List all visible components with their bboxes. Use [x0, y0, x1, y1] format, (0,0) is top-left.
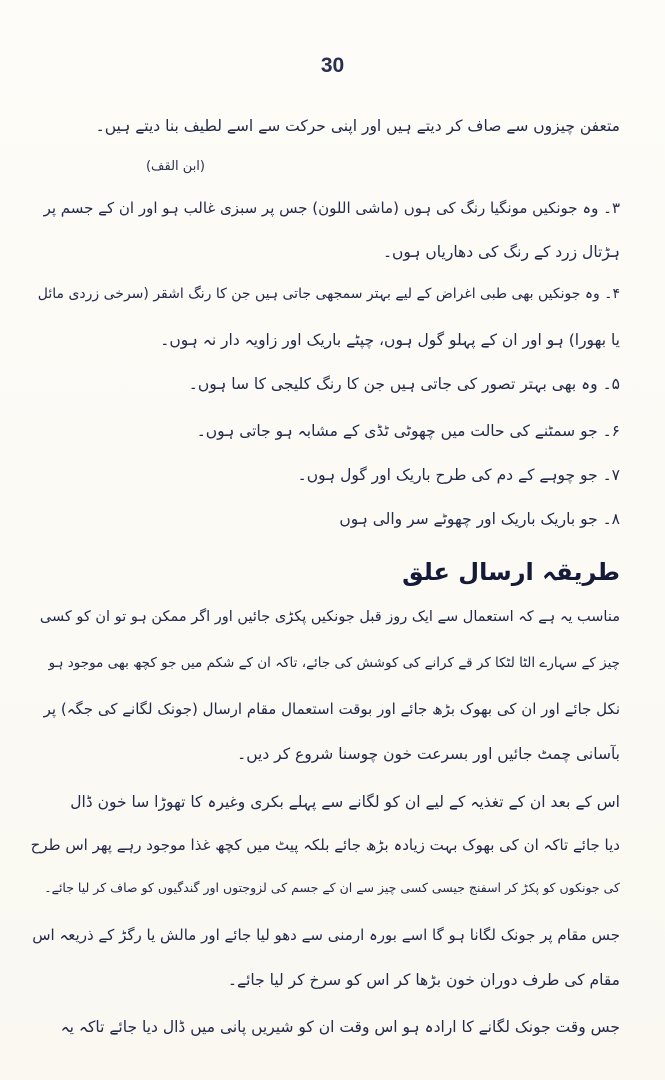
list-item-5: ۵۔ وہ بھی بہتر تصور کی جاتی ہیں جن کا رنگ کلیجی کا سا ہوں۔ [188, 375, 620, 393]
body-line-5: اس کے بعد ان کے تغذیہ کے لیے ان کو لگانے سے پہلے بکری وغیرہ کا تھوڑا سا خون ڈال [70, 793, 620, 811]
body-line-1: مناسب یہ ہے کہ استعمال سے ایک روز قبل جونکیں پکڑی جائیں اور اگر ممکن ہو تو ان کو کسی [39, 609, 620, 625]
list-item-7: ۷۔ جو چوہے کے دم کی طرح باریک اور گول ہوں۔ [297, 466, 620, 484]
list-item-6: ۶۔ جو سمٹنے کی حالت میں چھوٹی ٹڈی کے مشابہ ہو جاتی ہوں۔ [196, 422, 620, 440]
body-line-8: جس مقام پر جونک لگانا ہو گا اسے بورہ ارمنی سے دھو لیا جائے اور مالش یا رگڑ کے ذریعہ اس [32, 926, 620, 944]
body-line-6: دیا جائے تاکہ ان کی بھوک بہت زیادہ بڑھ جائے بلکہ پیٹ میں کچھ غذا موجود رہے پھر اس طرح [30, 836, 620, 854]
section-heading: طریقہ ارسال علق [402, 558, 620, 586]
list-item-3-line-1: ۳۔ وہ جونکیں مونگیا رنگ کی ہوں (ماشی اللون) جس پر سبزی غالب ہو اور ان کے جسم پر [43, 199, 620, 217]
list-item-8: ۸۔ جو باریک باریک اور چھوٹے سر والی ہوں [339, 510, 620, 528]
body-line-3: نکل جائے اور ان کی بھوک بڑھ جائے اور بوقت استعمال مقام ارسال (جونک لگانے کی جگہ) پر [43, 700, 620, 718]
body-line-4: بآسانی چمٹ جائیں اور بسرعت خون چوسنا شروع کر دیں۔ [237, 745, 620, 763]
text-line-1: متعفن چیزوں سے صاف کر دیتے ہیں اور اپنی حرکت سے اسے لطیف بنا دیتے ہیں۔ [95, 117, 620, 135]
list-item-3-line-2: ہڑتال زرد کے رنگ کی دھاریاں ہوں۔ [382, 243, 620, 261]
body-line-9: مقام کی طرف دوران خون بڑھا کر اس کو سرخ کر لیا جائے۔ [227, 971, 620, 989]
body-line-2: چیز کے سہارے الٹا لٹکا کر قے کرانے کی کوشش کی جائے، تاکہ ان کے شکم میں جو کچھ بھی موجود ہو [48, 655, 620, 671]
list-item-4-line-1: ۴۔ وہ جونکیں بھی طبی اغراض کے لیے بہتر سمجھی جاتی ہیں جن کا رنگ اشقر (سرخی زردی مائل [37, 286, 620, 302]
citation-ibn-al-quff: (ابن القف) [145, 159, 205, 174]
list-item-4-line-2: یا بھورا) ہو اور ان کے پہلو گول ہوں، چپٹے باریک اور زاویہ دار نہ ہوں۔ [160, 331, 620, 349]
page-number: 30 [320, 54, 345, 77]
body-line-10: جس وقت جونک لگانے کا ارادہ ہو اس وقت ان کو شیریں پانی میں ڈال دیا جائے تاکہ یہ [60, 1018, 620, 1036]
body-line-7: کی جونکوں کو پکڑ کر اسفنج جیسی کسی چیز سے ان کے جسم کی لزوجتوں اور گندگیوں کو صاف کر لیا جائے۔ [44, 880, 620, 895]
